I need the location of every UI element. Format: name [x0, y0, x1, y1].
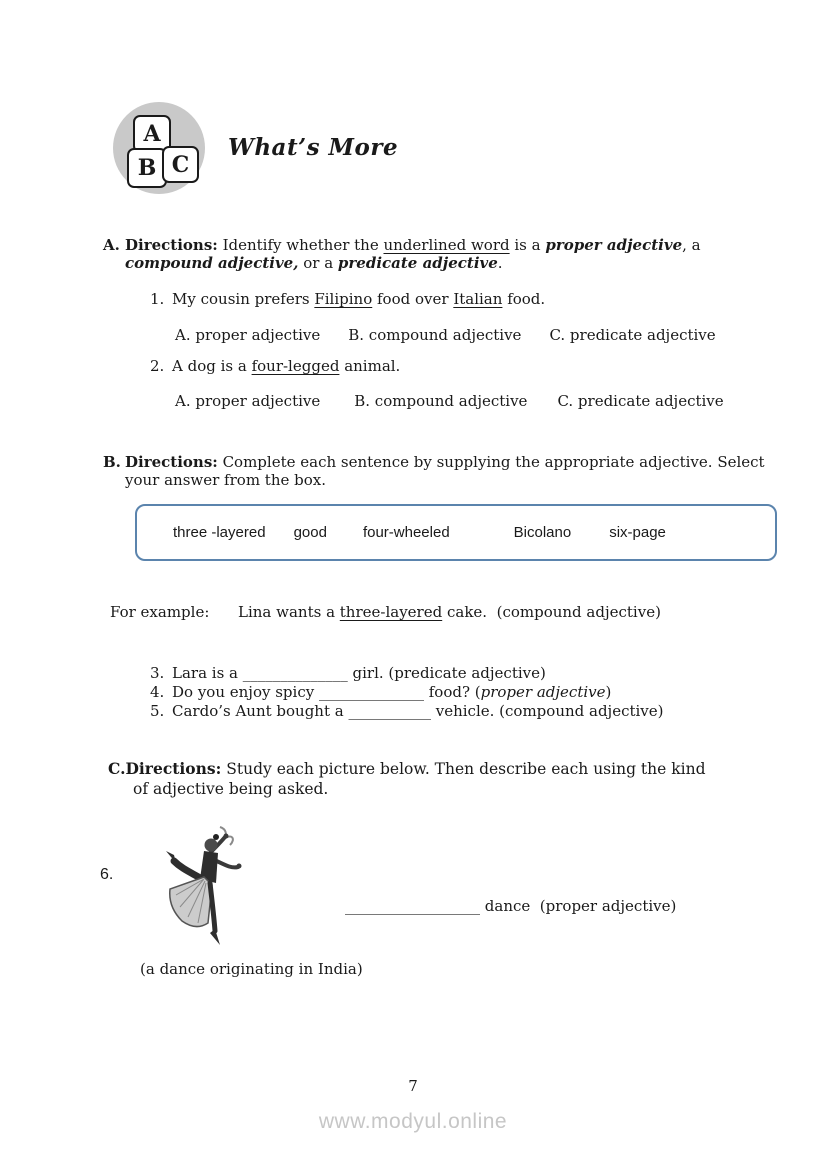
question-4-number: 4.: [150, 683, 165, 701]
abc-blocks-icon: [113, 102, 205, 194]
word-box-item: Bicolano: [513, 524, 572, 541]
example-text: Lina wants a: [238, 603, 340, 621]
section-c-label: C.Directions:: [108, 759, 222, 778]
word-box-item: six-page: [609, 524, 666, 541]
question-5-text: [172, 702, 664, 721]
question-4-part: ): [605, 683, 612, 701]
dancer-svg: [162, 825, 250, 949]
section-a-term-proper: proper adjective: [545, 236, 683, 254]
word-box: [135, 504, 777, 561]
question-3-number: 3.: [150, 664, 165, 682]
section-b-directions-label: Directions:: [125, 453, 218, 471]
section-a-term-predicate: predicate adjective: [337, 254, 498, 272]
example-label: For example:: [110, 603, 210, 621]
question-4-italic-term: proper adjective: [480, 683, 606, 701]
question-1-underlined-filipino: Filipino: [314, 290, 373, 308]
section-b-label: B.: [103, 453, 121, 471]
indian-dancer-illustration: [162, 825, 250, 949]
question-1: [150, 290, 545, 309]
section-a-directions-label: Directions:: [125, 236, 218, 254]
question-6-blank: __________________: [345, 897, 480, 915]
section-b-text: Complete each sentence by supplying the appropriate adjective. Select: [217, 453, 765, 471]
question-3: [150, 664, 546, 683]
question-1-part: My cousin prefers: [172, 290, 315, 308]
example-underlined-word: three-layered: [339, 603, 443, 621]
section-a-underlined-word: underlined word: [383, 236, 510, 254]
question-1-part: food over: [372, 290, 454, 308]
question-2-underlined-fourlegged: four-legged: [251, 357, 340, 375]
block-letter-b-label: B: [137, 155, 157, 181]
question-4-blank: ______________: [318, 683, 424, 701]
question-2: [150, 357, 400, 376]
question-4-text: [172, 683, 611, 702]
question-4-part: Do you enjoy spicy: [172, 683, 319, 701]
question-2-options: [175, 392, 724, 411]
question-4-part: food? (: [423, 683, 481, 701]
question-6-answer-line: [345, 897, 676, 916]
section-c-text: Study each picture below. Then describe each using the kind: [221, 760, 706, 778]
section-a-text: or a: [298, 254, 338, 272]
block-letter-c-label: C: [171, 151, 190, 178]
section-c-directions-line1: [108, 759, 706, 779]
section-a-label: A.: [103, 236, 120, 254]
question-1-part: food.: [502, 290, 546, 308]
option-c: C. predicate adjective: [557, 392, 724, 410]
word-box-item: three -layered: [173, 524, 266, 541]
section-a-text: is a: [509, 236, 546, 254]
whats-more-title: What’s More: [228, 134, 399, 161]
option-a: A. proper adjective: [175, 392, 321, 410]
question-1-underlined-italian: Italian: [453, 290, 503, 308]
question-3-part: Lara is a: [172, 664, 243, 682]
question-6-number: 6.: [100, 866, 114, 883]
question-1-options: [175, 326, 716, 345]
option-b: B. compound adjective: [348, 326, 522, 344]
section-a-text: Identify whether the: [217, 236, 384, 254]
block-letter-c: [162, 146, 199, 183]
block-letter-a-label: A: [143, 121, 161, 147]
question-6-text: dance (proper adjective): [480, 897, 677, 915]
page-number: 7: [408, 1077, 418, 1095]
section-c-directions-line2: of adjective being asked.: [133, 780, 329, 798]
question-4: [150, 683, 611, 702]
question-5-part: Cardo’s Aunt bought a: [172, 702, 349, 720]
option-c: C. predicate adjective: [549, 326, 716, 344]
question-5-blank: ___________: [348, 702, 431, 720]
question-6-caption: (a dance originating in India): [140, 960, 363, 978]
option-a: A. proper adjective: [175, 326, 321, 344]
section-b-directions-line2: your answer from the box.: [125, 471, 326, 489]
watermark: www.modyul.online: [318, 1110, 508, 1133]
question-2-text: [172, 357, 400, 376]
section-a-text: .: [497, 254, 503, 272]
question-5: [150, 702, 664, 721]
section-a-text: , a: [682, 236, 701, 254]
question-1-number: 1.: [150, 290, 165, 308]
example-text: cake. (compound adjective): [442, 603, 661, 621]
word-box-item: four-wheeled: [362, 524, 450, 541]
example-line: [110, 603, 661, 622]
block-letter-b: [127, 148, 167, 188]
option-b: B. compound adjective: [354, 392, 528, 410]
question-3-text: [172, 664, 546, 683]
question-5-number: 5.: [150, 702, 165, 720]
question-3-part: girl. (predicate adjective): [347, 664, 546, 682]
question-5-part: vehicle. (compound adjective): [430, 702, 664, 720]
question-2-part: A dog is a: [172, 357, 252, 375]
question-1-text: [172, 290, 545, 309]
question-2-part: animal.: [339, 357, 401, 375]
word-box-item: good: [293, 524, 327, 541]
question-2-number: 2.: [150, 357, 165, 375]
section-a-directions-line1: [103, 236, 701, 255]
section-a-term-compound: compound adjective,: [125, 254, 299, 272]
question-3-blank: ______________: [242, 664, 348, 682]
section-b-directions-line1: [103, 453, 765, 472]
section-a-directions-line2: [125, 254, 503, 273]
